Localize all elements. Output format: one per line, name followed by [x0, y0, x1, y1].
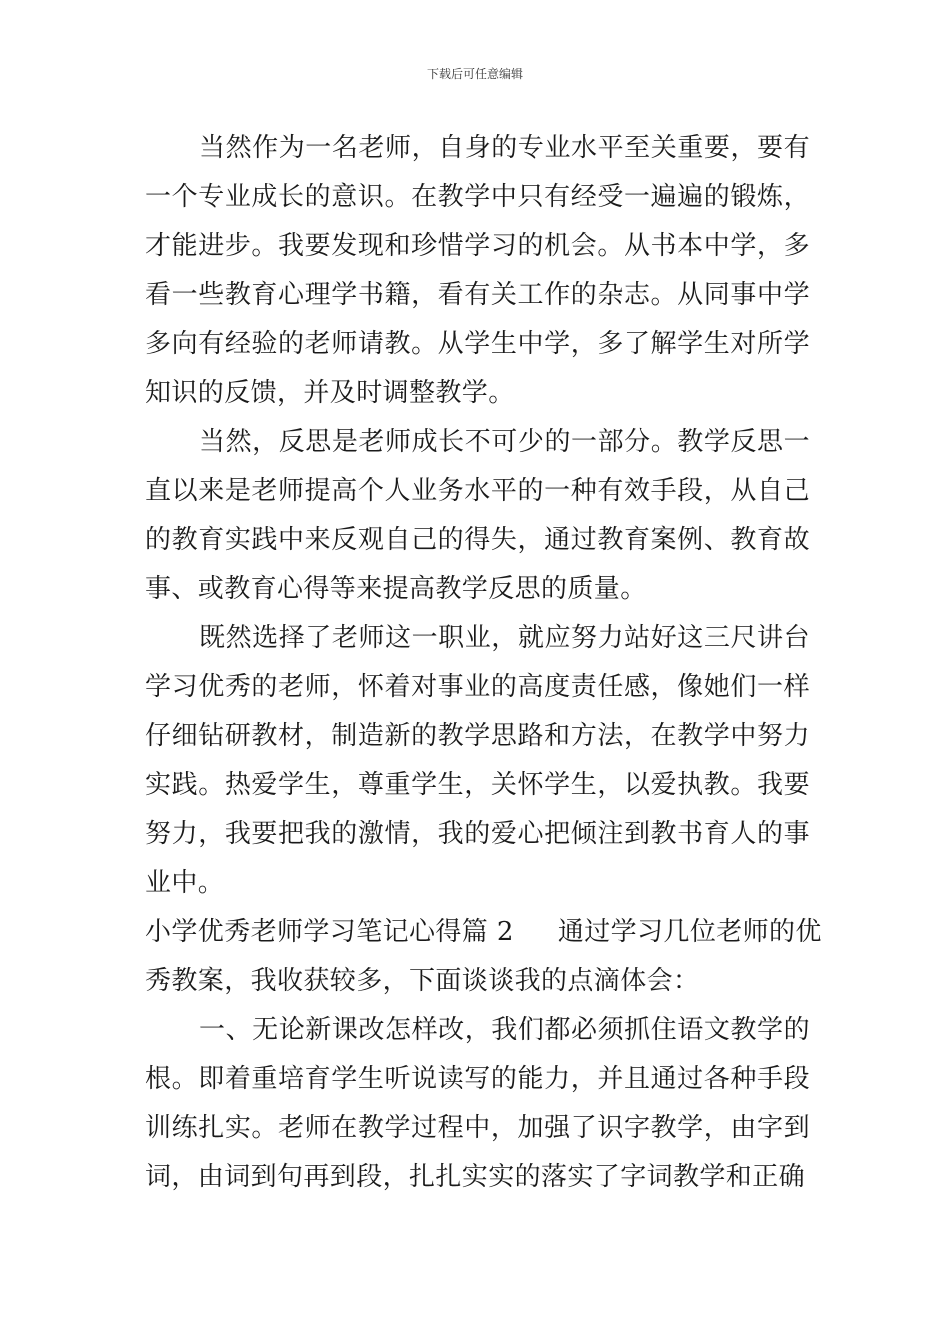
paragraph-chinese-teaching-root: 一、无论新课改怎样改，我们都必须抓住语文教学的根。即着重培育学生听说读写的能力，并且通过各种手段训练扎实。老师在教学过程中，加强了识字教学，由字到词，由词到句再到段，扎扎实实的落实了字词教学和正确: [145, 1015, 810, 1192]
section-title: 小学优秀老师学习笔记心得篇 2: [145, 917, 514, 947]
paragraph-reflection: 当然，反思是老师成长不可少的一部分。教学反思一直以来是老师提高个人业务水平的一种有效手段，从自己的教育实践中来反观自己的得失，通过教育案例、教育故事、或教育心得等来提高教学反思的质量。: [145, 427, 810, 604]
section-heading-line: [145, 908, 822, 957]
page-header: 下载后可任意编辑: [426, 67, 523, 81]
section-intro-first: 通过学习几位老师的优: [557, 917, 822, 947]
document-body: [145, 124, 822, 1202]
section-intro-rest: 秀教案，我收获较多，下面谈谈我的点滴体会：: [145, 966, 700, 996]
paragraph-professional-growth: 当然作为一名老师，自身的专业水平至关重要，要有一个专业成长的意识。在教学中只有经受一遍遍的锻炼，才能进步。我要发现和珍惜学习的机会。从书本中学，多看一些教育心理学书籍，看有关工作的杂志。从同事中学多向有经验的老师请教。从学生中学，多了解学生对所学知识的反馈，并及时调整教学。: [145, 133, 810, 408]
paragraph-dedication: 既然选择了老师这一职业，就应努力站好这三尺讲台学习优秀的老师，怀着对事业的高度责任感，像她们一样仔细钻研教材，制造新的教学思路和方法，在教学中努力实践。热爱学生，尊重学生，关怀学生，以爱执教。我要努力，我要把我的激情，我的爱心把倾注到教书育人的事业中。: [145, 623, 810, 898]
